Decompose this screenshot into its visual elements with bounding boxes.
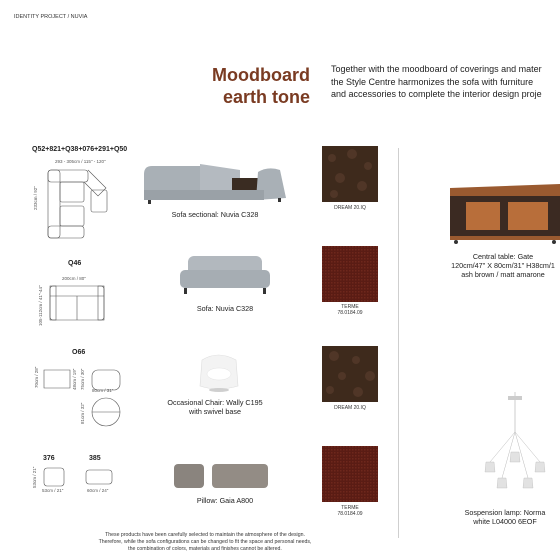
swatch-4-label-line-1: TERME xyxy=(341,505,359,511)
chair-diagram xyxy=(40,364,130,430)
footer-note xyxy=(60,532,350,554)
intro-line-2: the Style Centre harmonizes the sofa with furniture xyxy=(331,76,534,87)
chair-dim-d: 80cm / 31" xyxy=(92,388,114,393)
central-table-caption-line-2: 120cm/47" X 80cm/31" H38cm/1 xyxy=(451,261,555,270)
swatch-4-label xyxy=(318,505,382,518)
chair-caption xyxy=(155,398,275,416)
swatch-1-label: DREAM 20.IQ xyxy=(334,205,366,211)
footer-line-1: These products have been carefully selected to maintain the atmosphere of the design. xyxy=(105,532,305,538)
chair-caption-line-2: with swivel base xyxy=(189,407,241,416)
sectional-height-dim: 233cm / 92" xyxy=(33,186,38,210)
chair-dim-a: 70cm / 28" xyxy=(34,366,39,388)
breadcrumb: IDENTITY PROJECT / NUVIA xyxy=(14,14,88,20)
sectional-caption: Sofa sectional: Nuvia C328 xyxy=(171,210,259,219)
sofa-caption: Sofa: Nuvia C328 xyxy=(196,304,254,313)
suspension-lamp-image xyxy=(480,392,550,502)
pillow-caption: Pillow: Gaia A800 xyxy=(196,496,254,505)
swatch-2-label-line-1: TERME xyxy=(341,304,359,310)
suspension-lamp-caption-line-1: Sospension lamp: Norma xyxy=(464,508,546,517)
suspension-lamp-caption xyxy=(450,508,560,526)
page-title xyxy=(180,64,310,108)
chair-dim-e: 81cm / 32" xyxy=(80,402,85,424)
central-table-caption-line-1: Central table: Gate xyxy=(472,252,534,261)
product-code-chair: O66 xyxy=(72,349,86,356)
pillow-image xyxy=(172,460,272,492)
pillow-diagram xyxy=(38,466,118,488)
sofa-plan-diagram xyxy=(48,282,108,324)
central-table-caption xyxy=(446,252,560,279)
swatch-4 xyxy=(322,446,378,502)
product-code-pillow-b: 385 xyxy=(89,455,101,462)
swatch-2 xyxy=(322,246,378,302)
swatch-3 xyxy=(322,346,378,402)
title-line-2: earth tone xyxy=(222,87,310,107)
product-code-pillow-a: 376 xyxy=(43,455,55,462)
intro-line-1: Together with the moodboard of coverings and mater xyxy=(331,64,542,74)
chair-dim-b: 48cm / 19" xyxy=(72,368,77,390)
swatch-2-label xyxy=(318,304,382,317)
pillow-dim-c: 60cm / 24" xyxy=(87,488,109,493)
intro-line-3: and accessories to complete the interior design proje xyxy=(331,89,542,99)
intro-text xyxy=(331,63,560,101)
central-table-caption-line-3: ash brown / matt amarone xyxy=(461,270,545,279)
swatch-3-label: DREAM 20.IQ xyxy=(334,405,366,411)
suspension-lamp-caption-line-2: white L04000 6EOF xyxy=(473,517,537,526)
sofa-image xyxy=(178,252,272,300)
chair-image xyxy=(196,352,242,392)
product-code-sofa: Q46 xyxy=(68,260,82,267)
footer-line-3: the combination of colors, materials and finishes cannot be altered. xyxy=(128,546,282,553)
swatch-2-label-line-2: 78.0184.09 xyxy=(337,310,363,317)
central-table-image xyxy=(444,182,560,248)
pillow-dim-a: 53cm / 21" xyxy=(32,466,37,488)
sofa-width-dim: 200cm / 80" xyxy=(62,276,86,281)
chair-caption-line-1: Occasional Chair: Wally C195 xyxy=(167,398,263,407)
pillow-dim-b: 53cm / 21" xyxy=(42,488,64,493)
sectional-plan-diagram xyxy=(46,166,116,244)
title-line-1: Moodboard xyxy=(212,65,310,85)
product-code-sectional: Q52+821+Q38+076+291+Q50 xyxy=(32,146,128,153)
sectional-width-dim: 293 - 305cm / 115" - 120" xyxy=(55,159,106,164)
footer-line-2: Therefore, while the sofa configurations can be changed to fit the space and personal needs, xyxy=(98,539,312,546)
sofa-height-dim: 105-112cm / 41"-44" xyxy=(38,285,43,326)
column-divider xyxy=(398,148,399,538)
swatch-1 xyxy=(322,146,378,202)
chair-dim-c: 75cm / 30" xyxy=(80,368,85,390)
swatch-4-label-line-2: 78.0184.09 xyxy=(337,511,363,518)
sectional-sofa-image xyxy=(140,156,290,210)
